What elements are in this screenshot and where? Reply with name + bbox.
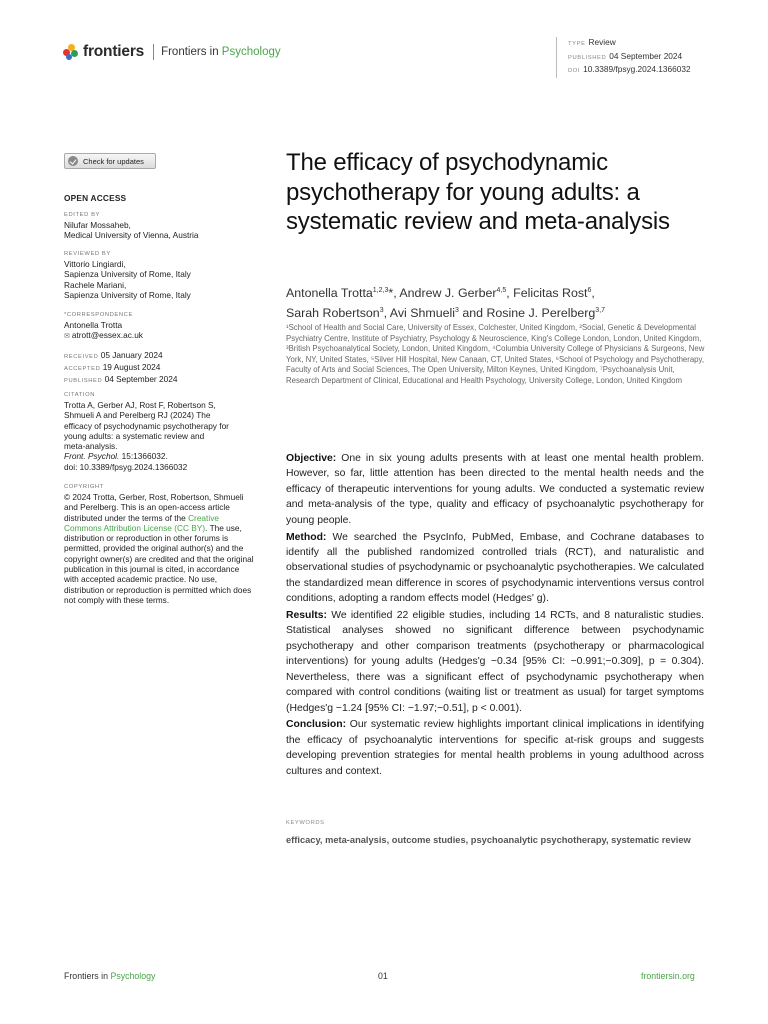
logo-divider — [153, 44, 154, 60]
open-access-label: OPEN ACCESS — [64, 193, 127, 203]
footer-journal: Frontiers in Psychology — [64, 971, 156, 981]
author-name: Sarah Robertson — [286, 306, 380, 320]
author-list: Antonella Trotta$^{1,2,3}$*, Andrew J. Gerber$^{4,5}$, Felicitas Rost$^6$, Sarah Robertson$^3$, Avi Shmueli$^3$ and Rosine J. Perelberg$^{3,7}$ — [286, 286, 606, 320]
abstract — [286, 451, 704, 781]
correspondence-email[interactable]: atrott@essex.ac.uk — [71, 330, 143, 341]
doi-row: DOI 10.3389/fpsyg.2024.1366032 — [568, 64, 691, 75]
frontiers-logo-icon — [63, 44, 79, 60]
footer-site-link[interactable]: frontiersin.org — [641, 971, 695, 981]
check-for-updates-button[interactable] — [64, 153, 156, 169]
frontiers-logo[interactable] — [63, 43, 281, 61]
author-name: Andrew J. Gerber — [399, 286, 497, 300]
author-name: Avi Shmueli — [389, 306, 455, 320]
accepted-date: 19 August 2024 — [102, 362, 161, 372]
abstract-results: Results: We identified 22 eligible studies, including 14 RCTs, and 8 naturalistic studies. Statistical analyses showed no significant difference between psychodynamic psychotherapy and other comparison treatments (psychotherapy or pharmacological interventions) for young adults (Hedges'g −0.34 [95% CI: −0.991;−0.309], p = 0.304). Nevertheless, there was a significant effect of psychodynamic psychotherapy when compared with control conditions (waiting list or treatment as usual) for target symptoms (Hedges'g −1.24 [95% CI: −1.97;−0.51], p < 0.001). — [286, 610, 704, 714]
citation-doi: doi: 10.3389/fpsyg.2024.1366032 — [64, 461, 188, 472]
edited-by: EDITED BY Nilufar Mossaheb, Medical University of Vienna, Austria — [64, 212, 199, 241]
abstract-objective: Objective: One in six young adults presents with at least one mental health problem. However, so far, little attention has been directed to the mental health needs and the efficacy of therapeutic interventions for young adults. We conducted a systematic review and meta-analysis of the type, quality and efficacy of psychoanalytic psychotherapy for young people. — [286, 453, 704, 526]
abstract-conclusion: Conclusion: Our systematic review highlights important clinical implications in identifying the efficacy of psychoanalytic interventions for specific at-risk groups and suggests developing prevention strategies for mental health problems in young adulthood across cultures and context. — [286, 719, 704, 777]
author-name: Rosine J. Perelberg — [486, 306, 596, 320]
dates: RECEIVED 05 January 2024 ACCEPTED 19 August 2024 PUBLISHED 04 September 2024 — [64, 350, 178, 384]
doi-value[interactable]: 10.3389/fpsyg.2024.1366032 — [583, 64, 691, 75]
logo-text: frontiers — [83, 43, 145, 60]
keywords: efficacy, meta-analysis, outcome studies, psychoanalytic psychotherapy, systematic review — [286, 835, 691, 845]
envelope-icon: ✉ — [64, 333, 72, 341]
author-affiliation-marker: 6 — [587, 287, 592, 294]
article-title: The efficacy of psychodynamic psychotherapy for young adults: a systematic review and meta-analysis — [286, 149, 670, 235]
author-affiliation-marker: 4,5 — [496, 287, 507, 294]
article-meta — [556, 37, 691, 78]
published-date: 04 September 2024 — [104, 374, 178, 384]
email-row[interactable] — [64, 330, 264, 342]
affiliations: ¹School of Health and Social Care, University of Essex, Colchester, United Kingdom, ²Social, Genetic & Developmental Psychiatry Centre, Institute of Psychiatry, Psychology & Neuroscience, King's College London, London, United Kingdom, ³British Psychoanalytical Society, London, United Kingdom, ⁴Columbia University College of Physicians & Surgeons, New York, NY, United States, ⁵Silver Hill Hospital, New Canaan, CT, United States, ⁶School of Psychology and Psychotherapy, Faculty of Arts and Social Sciences, The Open University, Milton Keynes, United Kingdom, ⁷Psychoanalysis Unit, Research Department of Clinical, Educational and Health Psychology, University College, London, United Kingdom — [286, 323, 705, 385]
copyright: COPYRIGHT © 2024 Trotta, Gerber, Rost, Robertson, Shmueli and Perelberg. This is an open-access article distributed under the terms of the Creative Commons Attribution License (CC BY). The use, distribution or reproduction in other forums is permitted, provided the original author(s) and the copyright owner(s) are credited and that the original publication in this journal is cited, in accordance with accepted academic practice. No use, distribution or reproduction is permitted which does not comply with these terms. — [64, 484, 254, 605]
reviewed-by: REVIEWED BY Vittorio Lingiardi, Sapienza University of Rome, Italy Rachele Mariani, Sapienza University of Rome, Italy — [64, 251, 191, 300]
check-updates-label: Check for updates — [83, 156, 144, 166]
corresponding-author-marker: * — [388, 286, 394, 300]
author-affiliation-marker: 3 — [379, 307, 384, 314]
author-name: Antonella Trotta — [286, 286, 373, 300]
citation: CITATION Trotta A, Gerber AJ, Rost F, Robertson S, Shmueli A and Perelberg RJ (2024) The efficacy of psychodynamic psychotherapy for young adults: a systematic review and meta-analysis. Front. Psychol. 15:1366032. doi: 10.3389/fpsyg.2024.1366032 — [64, 391, 264, 472]
check-icon — [68, 156, 78, 166]
author-affiliation-marker: 1,2,3 — [372, 287, 389, 294]
page-number: 01 — [378, 971, 388, 981]
author-affiliation-marker: 3,7 — [595, 307, 606, 314]
author-affiliation-marker: 3 — [455, 307, 459, 314]
abstract-method: Method: We searched the PsycInfo, PubMed, Embase, and Cochrane databases to identify all the published randomized controlled trials (RCT), and naturalistic and observational studies of psychodynamic or psychoanalytic psychotherapies. We calculated the standardized mean difference in scores of psychodynamic interventions versus control conditions, adopting a random effects model (Hedges' g). — [286, 531, 704, 605]
received-date: 05 January 2024 — [100, 350, 163, 360]
keywords-label: KEYWORDS — [286, 820, 325, 826]
journal-name — [161, 46, 281, 58]
published-value: 04 September 2024 — [609, 50, 683, 61]
journal-prefix: Frontiers in — [161, 46, 222, 58]
type-value: Review — [588, 37, 616, 47]
cc-by-license-link[interactable]: Creative Commons Attribution License (CC BY) — [64, 512, 219, 533]
journal-title: Psychology — [221, 46, 281, 58]
type-row: TYPE Review — [568, 37, 616, 47]
correspondence: *CORRESPONDENCE Antonella Trotta ✉ atrott@essex.ac.uk — [64, 311, 264, 343]
author-name: Felicitas Rost — [513, 286, 588, 300]
published-row: PUBLISHED 04 September 2024 — [568, 50, 683, 61]
